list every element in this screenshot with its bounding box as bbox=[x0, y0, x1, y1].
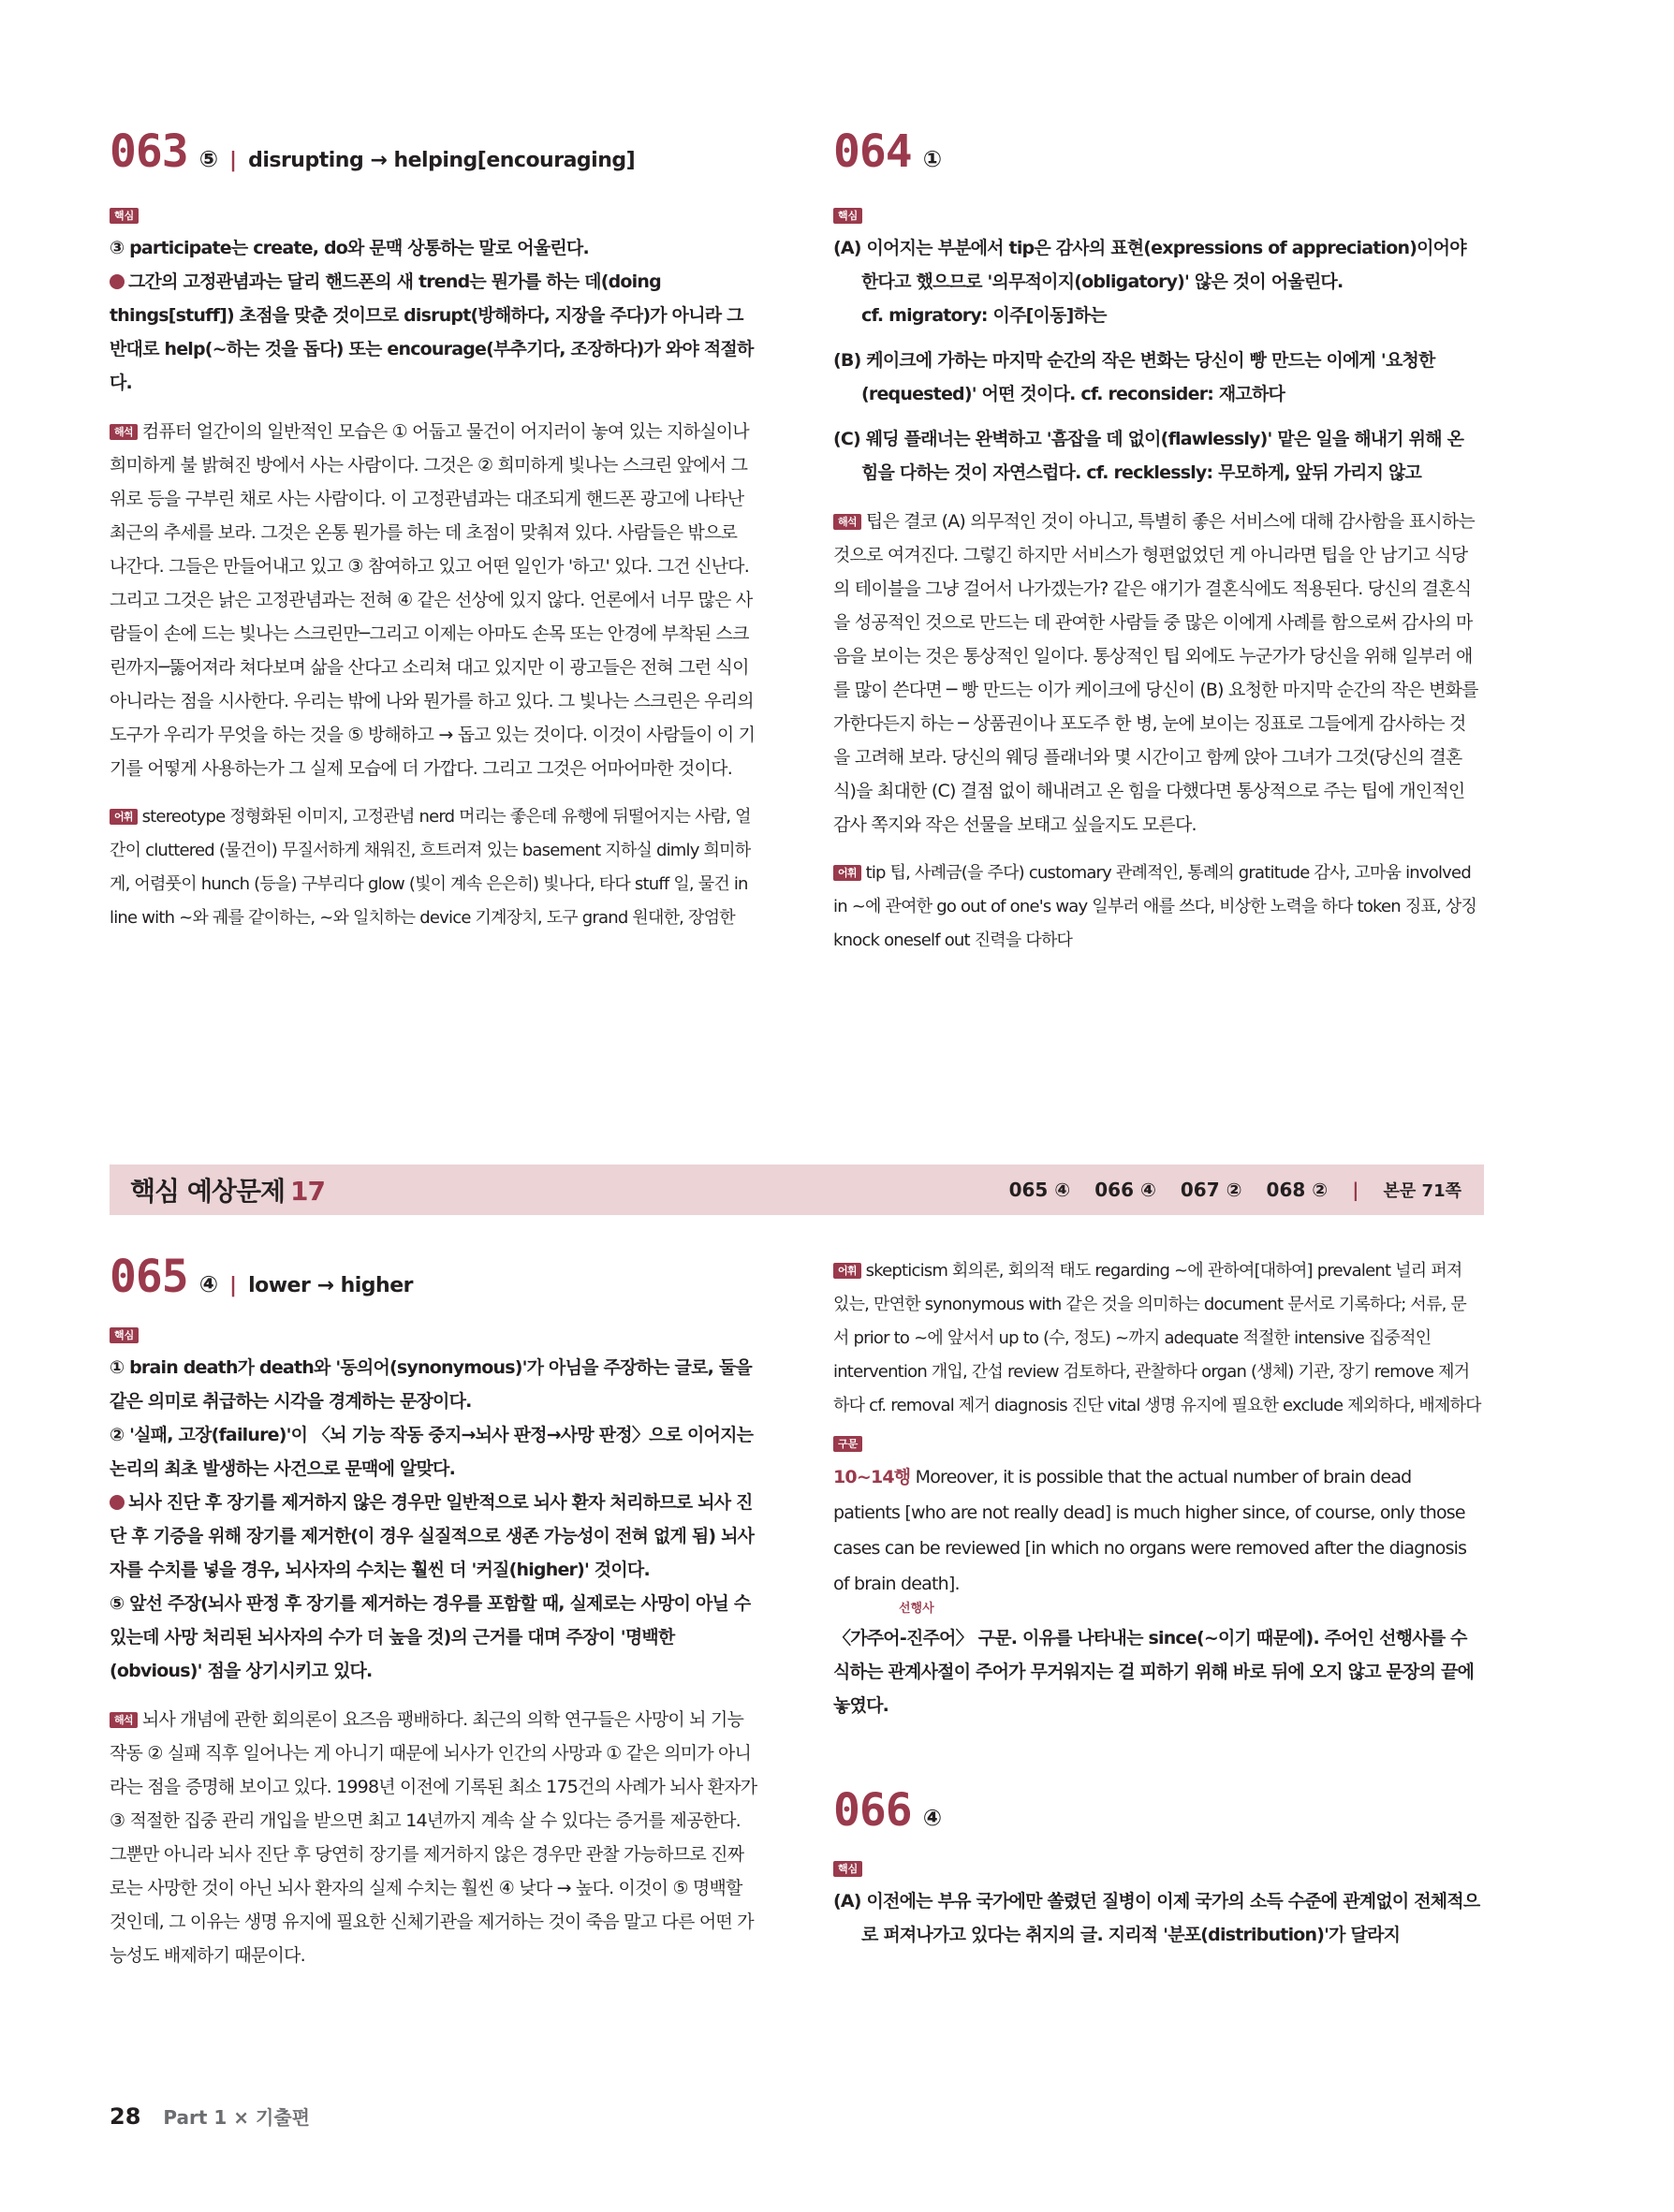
point-3-with-bullet bbox=[110, 1486, 757, 1587]
syntax-block bbox=[833, 1436, 1481, 1722]
point-c: (C) 웨딩 플래너는 완벽하고 '흠잡을 데 없이(flawlessly)' 맡은 일을 해내기 위해 온 힘을 다하는 것이 자연스럽다. cf. recklessly: 무모하게, 앞뒤 가리지 않고 bbox=[833, 429, 1464, 484]
tag-vocab: 어휘 bbox=[833, 1263, 861, 1279]
syntax-sentence-line bbox=[833, 1459, 1481, 1602]
correction: disrupting → helping[encouraging] bbox=[248, 149, 636, 172]
page-number: 28 bbox=[110, 2103, 141, 2130]
tag-point: 핵심 bbox=[110, 208, 139, 224]
question-number: 064 bbox=[833, 125, 912, 178]
point-a: (A) 이어지는 부분에서 tip은 감사의 표현(expressions of appreciation)이어야 한다고 했으므로 '의무적이지(obligatory)' 않은 것이 어울린다. bbox=[833, 238, 1466, 293]
tag-point: 핵심 bbox=[833, 1861, 862, 1877]
banner-title-text: 핵심 예상문제 bbox=[130, 1176, 286, 1207]
point-line: ③ participate는 create, do와 문맥 상통하는 말로 어울린다. bbox=[110, 238, 589, 259]
translation-text: 컴퓨터 얼간이의 일반적인 모습은 ① 어둡고 물건이 어지러이 놓여 있는 지하실이나 희미하게 불 밝혀진 방에서 사는 사람이다. 그것은 ② 희미하게 빛나는 스크린 앞에서 그 위로 등을 구부린 채로 사는 사람이다. 이 고정관념과는 대조되게 핸드폰 광고에 나타난 최근의 추세를 보라. 그것은 온통 뭔가를 하는 데 초점이 맞춰져 있다. 사람들은 밖으로 나간다. 그들은 만들어내고 있고 ③ 참여하고 있고 어떤 일인가 '하고' 있다. 그건 신난다. 그리고 그것은 낡은 고정관념과는 전혀 ④ 같은 선상에 있지 않다. 언론에서 너무 많은 사람들이 손에 드는 빛나는 스크린만─그리고 이제는 아마도 손목 또는 안경에 부착된 스크린까지─뚫어져라 쳐다보며 삶을 산다고 소리쳐 대고 있지만 이 광고들은 전혀 그런 식이 아니라는 점을 시사한다. 우리는 밖에 나와 뭔가를 하고 있다. 그 빛나는 스크린은 우리의 도구가 우리가 무엇을 하는 것을 ⑤ 방해하고 → 돕고 있는 것이다. 이것이 사람들이 이 기기를 어떻게 사용하는가 그 실제 모습에 더 가깝다. 그리고 그것은 어마어마한 것이다. bbox=[110, 421, 756, 780]
section-banner bbox=[110, 1165, 1484, 1215]
tag-translation: 해석 bbox=[833, 514, 861, 530]
tag-syntax: 구문 bbox=[833, 1436, 862, 1452]
answer-key-item: 068 ② bbox=[1266, 1179, 1329, 1201]
bullet-icon bbox=[110, 274, 125, 289]
banner-number: 17 bbox=[290, 1176, 326, 1207]
translation-text: 뇌사 개념에 관한 회의론이 요즈음 팽배하다. 최근의 의학 연구들은 사망이 뇌 기능 작동 ② 실패 직후 일어나는 게 아니기 때문에 뇌사가 인간의 사망과 ① 같은 의미가 아니라는 점을 증명해 보이고 있다. 1998년 이전에 기록된 최소 175건의 사례가 뇌사 환자가 ③ 적절한 집중 관리 개입을 받으면 최고 14년까지 계속 살 수 있다는 증거를 제공한다. 그뿐만 아니라 뇌사 진단 후 당연히 장기를 제거하지 않은 경우만 관찰 가능하므로 진짜로는 사망한 것이 아닌 뇌사 환자의 실제 수치는 훨씬 ④ 낮다 → 높다. 이것이 ⑤ 명백할 것인데, 그 이유는 생명 유지에 필요한 신체기관을 제거하는 것이 죽음 말고 다른 어떤 가능성도 배제하기 때문이다. bbox=[110, 1709, 757, 1967]
answer-key-item: 067 ② bbox=[1180, 1179, 1242, 1201]
page-footer bbox=[110, 2102, 310, 2130]
question-number: 065 bbox=[110, 1251, 188, 1303]
separator: | bbox=[229, 149, 238, 172]
vocab-text: stereotype 정형화된 이미지, 고정관념 nerd 머리는 좋은데 유행에 뒤떨어지는 사람, 얼간이 cluttered (물건이) 무질서하게 채워진, 흐트러져 있는 basement 지하실 dimly 희미하게, 어렴풋이 hunch (등을) 구부리다 glow (빛이 계속 은은히) 빛나다, 타다 stuff 일, 물건 in line with ~와 궤를 같이하는, ~와 일치하는 device 기계장치, 도구 grand 원대한, 장엄한 bbox=[110, 807, 751, 929]
vocab-paragraph bbox=[110, 800, 757, 935]
page-reference: 본문 71쪽 bbox=[1383, 1181, 1461, 1201]
point-line-with-bullet bbox=[110, 265, 757, 400]
vocab-text: tip 팁, 사례금(을 주다) customary 관례적인, 통례의 gratitude 감사, 고마움 involved in ~에 관여한 go out of one's way 일부러 애를 쓰다, 비상한 노력을 하다 token 징표, 상징 knock oneself out 진력을 다하다 bbox=[833, 863, 1477, 951]
question-063-header bbox=[110, 125, 757, 178]
translation-paragraph bbox=[110, 1703, 757, 1972]
separator: | bbox=[1352, 1179, 1359, 1201]
question-065-header bbox=[110, 1251, 757, 1303]
vocab-text: skepticism 회의론, 회의적 태도 regarding ~에 관하여[대하여] prevalent 널리 퍼져 있는, 만연한 synonymous with 같은 것을 의미하는 document 문서로 기록하다; 서류, 문서 prior to ~에 앞서서 up to (수, 정도) ~까지 adequate 적절한 intensive 집중적인 intervention 개입, 간섭 review 검토하다, 관찰하다 organ (생체) 기관, 장기 remove 제거하다 cf. removal 제거 diagnosis 진단 vital 생명 유지에 필요한 exclude 제외하다, 배제하다 bbox=[833, 1261, 1481, 1415]
point-5: ⑤ 앞선 주장(뇌사 판정 후 장기를 제거하는 경우를 포함할 때, 실제로는 사망이 아닐 수 있는데 사망 처리된 뇌사자의 수가 더 높을 것)의 근거를 대며 주장이 '명백한(obvious)' 점을 상기시키고 있다. bbox=[110, 1593, 751, 1682]
question-066 bbox=[833, 1784, 1481, 1952]
point-b: (B) 케이크에 가하는 마지막 순간의 작은 변화는 당신이 빵 만드는 이에게 '요청한(requested)' 어떤 것이다. cf. reconsider: 재고하다 bbox=[833, 350, 1435, 405]
tag-vocab: 어휘 bbox=[110, 809, 138, 825]
translation-paragraph bbox=[833, 505, 1481, 842]
vocab-paragraph bbox=[833, 1254, 1481, 1423]
answer-choice: ① bbox=[922, 146, 943, 172]
syntax-note: 〈가주어-진주어〉 구문. 이유를 나타내는 since(~이기 때문에). 주어인 선행사를 수식하는 관계사절이 주어가 무거워지는 걸 피하기 위해 바로 뒤에 오지 않고 문장의 끝에 놓였다. bbox=[833, 1628, 1475, 1717]
correction: lower → higher bbox=[248, 1274, 413, 1297]
separator: | bbox=[229, 1274, 238, 1297]
answer-choice: ④ bbox=[198, 1271, 219, 1297]
answer-key-item: 066 ④ bbox=[1094, 1179, 1156, 1201]
point-a-cf: cf. migratory: 이주[이동]하는 bbox=[861, 305, 1107, 327]
tag-translation: 해석 bbox=[110, 1712, 138, 1728]
tag-point: 핵심 bbox=[110, 1327, 139, 1343]
question-065-continued bbox=[833, 1254, 1481, 1952]
part-label: Part 1 × 기출편 bbox=[163, 2106, 310, 2129]
syntax-sentence: Moreover, it is possible that the actual number of brain dead patients [who are not really dead] is much higher since, of course, only those cases can be reviewed [in which no organs were removed after the diagnosis of brain death]. bbox=[833, 1467, 1467, 1595]
tag-point: 핵심 bbox=[833, 208, 862, 224]
point-1: ① brain death가 death와 '동의어(synonymous)'가 아님을 주장하는 글로, 둘을 같은 의미로 취급하는 시각을 경계하는 문장이다. bbox=[110, 1357, 752, 1413]
syntax-line-range: 10~14행 bbox=[833, 1467, 911, 1488]
banner-answer-key bbox=[1009, 1178, 1461, 1202]
answer-key-item: 065 ④ bbox=[1008, 1179, 1071, 1201]
syntax-annotation-label: 선행사 bbox=[899, 1602, 934, 1617]
point-a: (A) 이전에는 부유 국가에만 쏠렸던 질병이 이제 국가의 소득 수준에 관계없이 전체적으로 퍼져나가고 있다는 취지의 글. 지리적 '분포(distribution)'가 달라지 bbox=[833, 1891, 1480, 1946]
question-064 bbox=[833, 125, 1481, 958]
translation-text: 팁은 결코 (A) 의무적인 것이 아니고, 특별히 좋은 서비스에 대해 감사함을 표시하는 것으로 여겨진다. 그렇긴 하지만 서비스가 형편없었던 게 아니라면 팁을 안 남기고 식당의 테이블을 그냥 걸어서 나가겠는가? 같은 얘기가 결혼식에도 적용된다. 당신의 결혼식을 성공적인 것으로 만드는 데 관여한 사람들 중 많은 이에게 사례를 함으로써 감사의 마음을 보이는 것은 통상적인 일이다. 통상적인 팁 외에도 누군가가 당신을 위해 일부러 애를 많이 쓴다면 ─ 빵 만드는 이가 케이크에 당신이 (B) 요청한 마지막 순간의 작은 변화를 가한다든지 하는 ─ 상품권이나 포도주 한 병, 눈에 보이는 징표로 그들에게 감사하는 것을 고려해 보라. 당신의 웨딩 플래너와 몇 시간이고 함께 앉아 그녀가 그것(당신의 결혼식)을 최대한 (C) 결점 없이 해내려고 온 힘을 다했다면 통상적으로 주는 팁에 개인적인 감사 쪽지와 작은 선물을 보태고 싶을지도 모른다. bbox=[833, 511, 1478, 836]
point-line: 그간의 고정관념과는 달리 핸드폰의 새 trend는 뭔가를 하는 데(doing things[stuff]) 초점을 맞춘 것이므로 disrupt(방해하다, 지장을 주다)가 아니라 그 반대로 help(~하는 것을 돕다) 또는 encourage(부추기다, 조장하다)가 와야 적절하다. bbox=[110, 271, 754, 394]
point-3: 뇌사 진단 후 장기를 제거하지 않은 경우만 일반적으로 뇌사 환자 처리하므로 뇌사 진단 후 기증을 위해 장기를 제거한(이 경우 실질적으로 생존 가능성이 전혀 없게 됨) 뇌사자를 수치를 넣을 경우, 뇌사자의 수치는 훨씬 더 '커질(higher)' 것이다. bbox=[110, 1492, 755, 1581]
question-063 bbox=[110, 125, 757, 935]
question-number: 063 bbox=[110, 125, 188, 178]
answer-choice: ④ bbox=[922, 1805, 943, 1832]
vocab-paragraph bbox=[833, 857, 1481, 958]
question-number: 066 bbox=[833, 1784, 912, 1838]
question-064-header bbox=[833, 125, 1481, 178]
tag-vocab: 어휘 bbox=[833, 865, 861, 881]
answer-choice: ⑤ bbox=[198, 146, 219, 172]
banner-title bbox=[130, 1171, 325, 1209]
translation-paragraph bbox=[110, 415, 757, 785]
point-2: ② '실패, 고장(failure)'이 〈뇌 기능 작동 중지→뇌사 판정→사망 판정〉으로 이어지는 논리의 최초 발생하는 사건으로 문맥에 알맞다. bbox=[110, 1425, 754, 1480]
question-065 bbox=[110, 1251, 757, 1972]
tag-translation: 해석 bbox=[110, 424, 138, 440]
question-066-header bbox=[833, 1784, 1481, 1838]
bullet-icon bbox=[110, 1495, 125, 1510]
